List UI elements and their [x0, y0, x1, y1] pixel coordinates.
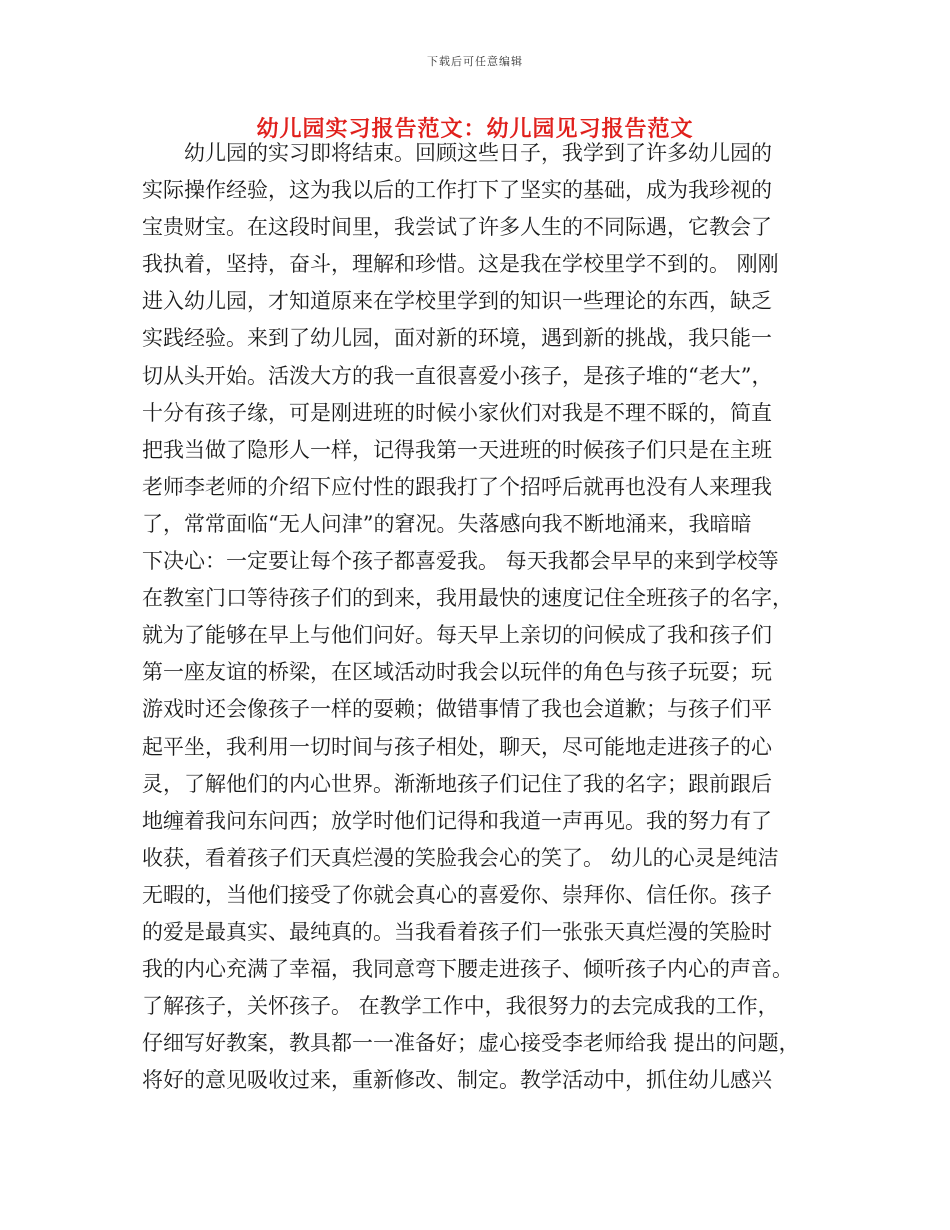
header-note: 下载后可任意编辑 [427, 55, 523, 68]
paragraph-line: 地缠着我问东问西；放学时他们记得和我道一声再见。我的努力有了 [142, 808, 772, 833]
paragraph-line: 我的内心充满了幸福，我同意弯下腰走进孩子、倾听孩子内心的声音。 [142, 957, 793, 982]
paragraph-line: 下决心：一定要让每个孩子都喜爱我。 每天我都会早早的来到学校等 [142, 549, 779, 574]
paragraph-line: 仔细写好教案，教具都一一准备好；虚心接受李老师给我 提出的问题， [142, 1031, 800, 1056]
paragraph-line: 了解孩子，关怀孩子。 在教学工作中，我很努力的去完成我的工作， [142, 994, 779, 1019]
paragraph-line: 把我当做了隐形人一样，记得我第一天进班的时候孩子们只是在主班 [142, 437, 772, 462]
paragraph-line: 实践经验。来到了幼儿园，面对新的环境，遇到新的挑战，我只能一 [142, 326, 772, 351]
body-text [142, 135, 812, 1099]
paragraph-line: 无暇的，当他们接受了你就会真心的喜爱你、崇拜你、信任你。孩子 [142, 882, 772, 907]
paragraph-line: 了，常常面临“无人问津”的窘况。失落感向我不断地涌来，我暗暗 [142, 511, 752, 536]
paragraph-line: 十分有孩子缘，可是刚进班的时候小家伙们对我是不理不睬的，简直 [142, 400, 772, 425]
paragraph-line: 的爱是最真实、最纯真的。当我看着孩子们一张张天真烂漫的笑脸时 [142, 919, 772, 944]
paragraph-line: 进入幼儿园，才知道原来在学校里学到的知识一些理论的东西，缺乏 [142, 289, 772, 314]
paragraph-line: 收获，看着孩子们天真烂漫的笑脸我会心的笑了。 幼儿的心灵是纯洁 [142, 845, 779, 870]
page-title: 幼儿园实习报告范文：幼儿园见习报告范文 [256, 116, 694, 142]
paragraph-line: 实际操作经验，这为我以后的工作打下了坚实的基础，成为我珍视的 [142, 178, 772, 203]
paragraph-line: 就为了能够在早上与他们问好。每天早上亲切的问候成了我和孩子们 [142, 623, 772, 648]
paragraph-line: 将好的意见吸收过来，重新修改、制定。教学活动中，抓住幼儿感兴 [142, 1068, 772, 1093]
paragraph-line: 老师李老师的介绍下应付性的跟我打了个招呼后就再也没有人来理我 [142, 474, 772, 499]
paragraph-line: 灵，了解他们的内心世界。渐渐地孩子们记住了我的名字；跟前跟后 [142, 771, 772, 796]
paragraph-line: 游戏时还会像孩子一样的耍赖；做错事情了我也会道歉；与孩子们平 [142, 697, 772, 722]
paragraph-line: 起平坐，我利用一切时间与孩子相处，聊天，尽可能地走进孩子的心 [142, 734, 772, 759]
paragraph-line: 我执着，坚持，奋斗，理解和珍惜。这是我在学校里学不到的。 刚刚 [142, 252, 779, 277]
paragraph-line: 幼儿园的实习即将结束。回顾这些日子，我学到了许多幼儿园的 [142, 141, 772, 165]
paragraph-line: 宝贵财宝。在这段时间里，我尝试了许多人生的不同际遇，它教会了 [142, 215, 772, 240]
paragraph-line: 切从头开始。活泼大方的我一直很喜爱小孩子，是孩子堆的“老大”， [142, 363, 773, 388]
paragraph-line: 在教室门口等待孩子们的到来，我用最快的速度记住全班孩子的名字， [142, 586, 793, 611]
paragraph-line: 第一座友谊的桥梁，在区域活动时我会以玩伴的角色与孩子玩耍；玩 [142, 660, 772, 685]
